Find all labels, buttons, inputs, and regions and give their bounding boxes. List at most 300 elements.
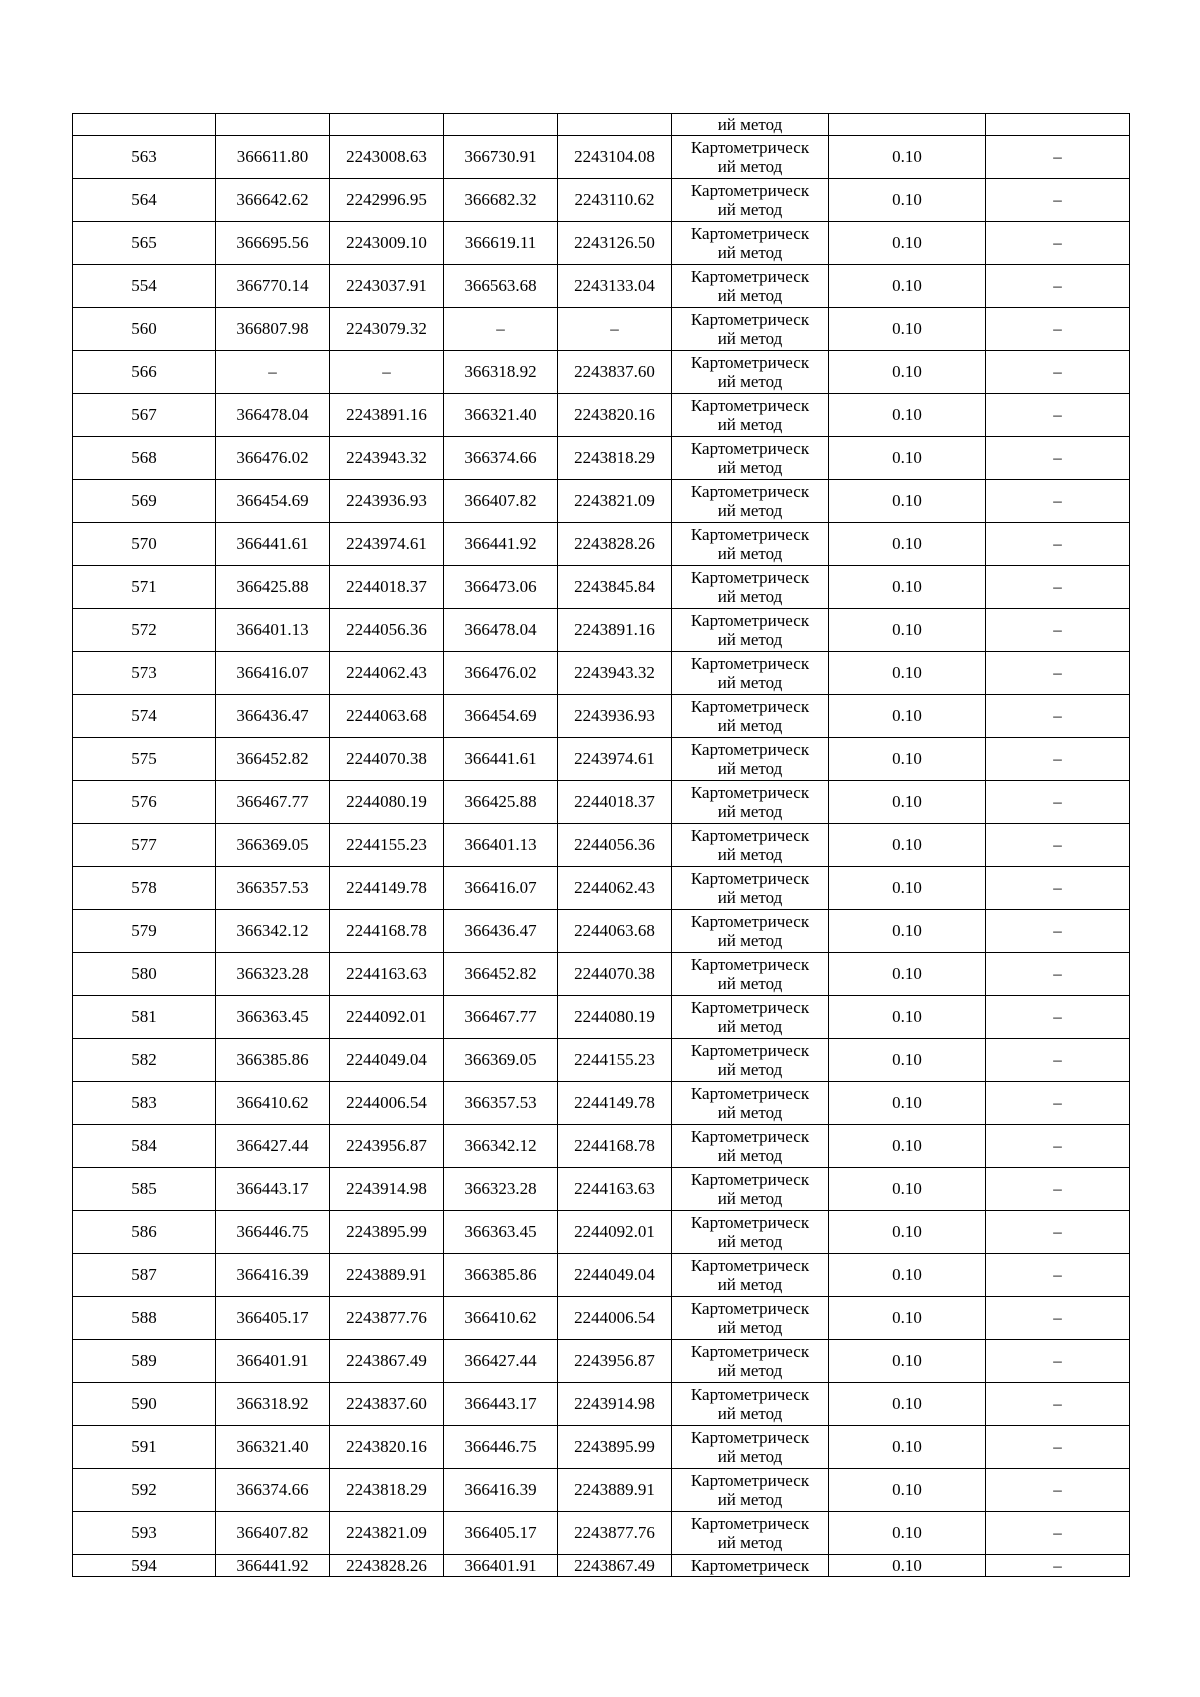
cell-y1: 2244080.19 bbox=[330, 781, 444, 824]
cell-accuracy: 0.10 bbox=[829, 996, 986, 1039]
cell-y2: 2244070.38 bbox=[558, 953, 672, 996]
cell-x2: 366363.45 bbox=[444, 1211, 558, 1254]
cell-x1: 366807.98 bbox=[216, 308, 330, 351]
method-text: Картометрическ bbox=[690, 482, 810, 501]
cell-y1: 2243009.10 bbox=[330, 222, 444, 265]
table-row bbox=[73, 308, 1130, 351]
cell-x1: 366454.69 bbox=[216, 480, 330, 523]
cell-y1: 2243818.29 bbox=[330, 1469, 444, 1512]
cell-method bbox=[672, 1254, 829, 1297]
cell-accuracy: 0.10 bbox=[829, 523, 986, 566]
cell-x1: 366611.80 bbox=[216, 136, 330, 179]
cell-x1: 366427.44 bbox=[216, 1125, 330, 1168]
method-text: Картометрическ bbox=[690, 525, 810, 544]
cell-note: – bbox=[986, 738, 1130, 781]
cell-number: 585 bbox=[73, 1168, 216, 1211]
cell-number: 579 bbox=[73, 910, 216, 953]
cell-x1: 366436.47 bbox=[216, 695, 330, 738]
cell-y2: 2243110.62 bbox=[558, 179, 672, 222]
cell-x1: 366318.92 bbox=[216, 1383, 330, 1426]
cell-method: Картометрическ bbox=[672, 1555, 829, 1577]
cell-method bbox=[672, 523, 829, 566]
cell-y1: 2243867.49 bbox=[330, 1340, 444, 1383]
cell-note: – bbox=[986, 480, 1130, 523]
cell-x2: 366416.07 bbox=[444, 867, 558, 910]
method-text: ий метод bbox=[717, 1361, 783, 1380]
cell-x1: 366321.40 bbox=[216, 1426, 330, 1469]
cell-number: 592 bbox=[73, 1469, 216, 1512]
cell-y1: 2244168.78 bbox=[330, 910, 444, 953]
cell-method bbox=[672, 1082, 829, 1125]
method-text: ий метод bbox=[717, 931, 783, 950]
table-row bbox=[73, 1383, 1130, 1426]
cell-method bbox=[672, 1512, 829, 1555]
cell-y1: 2243914.98 bbox=[330, 1168, 444, 1211]
method-text: ий метод bbox=[717, 458, 783, 477]
cell-y1: 2243008.63 bbox=[330, 136, 444, 179]
table-row bbox=[73, 910, 1130, 953]
method-text: ий метод bbox=[717, 243, 783, 262]
method-text: Картометрическ bbox=[690, 1428, 810, 1447]
table-row bbox=[73, 738, 1130, 781]
cell-number: 589 bbox=[73, 1340, 216, 1383]
method-text: Картометрическ bbox=[690, 912, 810, 931]
cell-number: 578 bbox=[73, 867, 216, 910]
cell-x2: 366476.02 bbox=[444, 652, 558, 695]
cell-y2: 2244049.04 bbox=[558, 1254, 672, 1297]
cell-method bbox=[672, 265, 829, 308]
table-row bbox=[73, 781, 1130, 824]
method-text: ий метод bbox=[717, 1189, 783, 1208]
cell-number: 584 bbox=[73, 1125, 216, 1168]
cell-x1: 366416.39 bbox=[216, 1254, 330, 1297]
cell-y2: 2243821.09 bbox=[558, 480, 672, 523]
cell-note: – bbox=[986, 1383, 1130, 1426]
table-row bbox=[73, 136, 1130, 179]
cell-note: – bbox=[986, 523, 1130, 566]
cell-y1: 2243936.93 bbox=[330, 480, 444, 523]
method-text: Картометрическ bbox=[690, 439, 810, 458]
cell-note: – bbox=[986, 996, 1130, 1039]
cell-x2: 366321.40 bbox=[444, 394, 558, 437]
cell-y2: 2244018.37 bbox=[558, 781, 672, 824]
cell-note: – bbox=[986, 781, 1130, 824]
cell-x2: 366619.11 bbox=[444, 222, 558, 265]
cell-number: 560 bbox=[73, 308, 216, 351]
cell-x2: 366410.62 bbox=[444, 1297, 558, 1340]
cell-number: 587 bbox=[73, 1254, 216, 1297]
cell-y2: 2243818.29 bbox=[558, 437, 672, 480]
cell-number: 588 bbox=[73, 1297, 216, 1340]
cell-note: – bbox=[986, 1426, 1130, 1469]
cell-note: – bbox=[986, 1297, 1130, 1340]
cell-x1: 366363.45 bbox=[216, 996, 330, 1039]
cell-note: – bbox=[986, 1211, 1130, 1254]
method-text: ий метод bbox=[717, 1490, 783, 1509]
cell-x1: 366407.82 bbox=[216, 1512, 330, 1555]
cell-number: 591 bbox=[73, 1426, 216, 1469]
table-row bbox=[73, 1211, 1130, 1254]
table-row bbox=[73, 867, 1130, 910]
cell-x1: 366467.77 bbox=[216, 781, 330, 824]
cell-note: – bbox=[986, 1039, 1130, 1082]
cell-y1: 2243943.32 bbox=[330, 437, 444, 480]
cell-x2: 366441.92 bbox=[444, 523, 558, 566]
cell-note: – bbox=[986, 222, 1130, 265]
cell-method bbox=[672, 1211, 829, 1254]
cell-x1: 366446.75 bbox=[216, 1211, 330, 1254]
cell-accuracy: 0.10 bbox=[829, 566, 986, 609]
cell-number: 582 bbox=[73, 1039, 216, 1082]
cell-note: – bbox=[986, 1125, 1130, 1168]
cell-note: – bbox=[986, 867, 1130, 910]
cell-note: – bbox=[986, 1555, 1130, 1577]
method-text: Картометрическ bbox=[690, 654, 810, 673]
cell-note: – bbox=[986, 824, 1130, 867]
table-row bbox=[73, 1469, 1130, 1512]
method-text: ий метод bbox=[717, 157, 783, 176]
cell-number: 580 bbox=[73, 953, 216, 996]
method-text: Картометрическ bbox=[690, 611, 810, 630]
cell-y2: 2244080.19 bbox=[558, 996, 672, 1039]
cell-method bbox=[672, 824, 829, 867]
cell-y2: 2243828.26 bbox=[558, 523, 672, 566]
cell-accuracy: 0.10 bbox=[829, 136, 986, 179]
cell-method bbox=[672, 1426, 829, 1469]
method-text: Картометрическ bbox=[690, 310, 810, 329]
cell-x1: 366369.05 bbox=[216, 824, 330, 867]
cell-y1: 2244092.01 bbox=[330, 996, 444, 1039]
cell-x2: 366369.05 bbox=[444, 1039, 558, 1082]
cell-x1: 366443.17 bbox=[216, 1168, 330, 1211]
table-row bbox=[73, 953, 1130, 996]
cell-y2: 2243974.61 bbox=[558, 738, 672, 781]
cell-number: 563 bbox=[73, 136, 216, 179]
method-text: Картометрическ bbox=[690, 1213, 810, 1232]
cell-x1: 366401.13 bbox=[216, 609, 330, 652]
cell-y2: 2244149.78 bbox=[558, 1082, 672, 1125]
cell-number: 566 bbox=[73, 351, 216, 394]
cell-accuracy: 0.10 bbox=[829, 1340, 986, 1383]
cell-method bbox=[672, 1168, 829, 1211]
cell-method bbox=[672, 1383, 829, 1426]
method-text: ий метод bbox=[717, 888, 783, 907]
cell-y1: 2243974.61 bbox=[330, 523, 444, 566]
cell-x1: 366476.02 bbox=[216, 437, 330, 480]
method-text: Картометрическ bbox=[690, 1041, 810, 1060]
cell-accuracy: 0.10 bbox=[829, 1426, 986, 1469]
cell-y1: 2244062.43 bbox=[330, 652, 444, 695]
table-row bbox=[73, 222, 1130, 265]
cell-x1: 366385.86 bbox=[216, 1039, 330, 1082]
method-text: ий метод bbox=[717, 544, 783, 563]
cell-accuracy: 0.10 bbox=[829, 394, 986, 437]
cell-accuracy: 0.10 bbox=[829, 1039, 986, 1082]
method-text: Картометрическ bbox=[690, 998, 810, 1017]
method-text: ий метод bbox=[717, 372, 783, 391]
cell-number: 569 bbox=[73, 480, 216, 523]
cell-y1: 2243891.16 bbox=[330, 394, 444, 437]
cell-y1 bbox=[330, 114, 444, 136]
table-row bbox=[73, 1426, 1130, 1469]
cell-note: – bbox=[986, 1254, 1130, 1297]
cell-method bbox=[672, 179, 829, 222]
cell-x2: 366357.53 bbox=[444, 1082, 558, 1125]
cell-x1: 366441.92 bbox=[216, 1555, 330, 1577]
table-row bbox=[73, 1297, 1130, 1340]
cell-y1: 2243820.16 bbox=[330, 1426, 444, 1469]
cell-note bbox=[986, 114, 1130, 136]
method-text: ий метод bbox=[717, 1533, 783, 1552]
cell-y2: 2243936.93 bbox=[558, 695, 672, 738]
cell-y1: 2243079.32 bbox=[330, 308, 444, 351]
cell-number: 573 bbox=[73, 652, 216, 695]
method-text: Картометрическ bbox=[690, 1084, 810, 1103]
cell-x2: 366405.17 bbox=[444, 1512, 558, 1555]
cell-x2: 366441.61 bbox=[444, 738, 558, 781]
cell-method bbox=[672, 738, 829, 781]
cell-note: – bbox=[986, 695, 1130, 738]
cell-note: – bbox=[986, 1340, 1130, 1383]
cell-x2: 366478.04 bbox=[444, 609, 558, 652]
method-text: Картометрическ bbox=[690, 1471, 810, 1490]
cell-y2: 2243104.08 bbox=[558, 136, 672, 179]
cell-y1: 2243837.60 bbox=[330, 1383, 444, 1426]
method-text: ий метод bbox=[717, 716, 783, 735]
cell-x1: 366342.12 bbox=[216, 910, 330, 953]
cell-x2: – bbox=[444, 308, 558, 351]
cell-x1: 366478.04 bbox=[216, 394, 330, 437]
cell-accuracy: 0.10 bbox=[829, 1469, 986, 1512]
cell-y2 bbox=[558, 114, 672, 136]
method-text: ий метод bbox=[717, 1017, 783, 1036]
cell-x2: 366427.44 bbox=[444, 1340, 558, 1383]
method-text: Картометрическ bbox=[690, 783, 810, 802]
cell-x2: 366730.91 bbox=[444, 136, 558, 179]
cell-accuracy: 0.10 bbox=[829, 1555, 986, 1577]
cell-y2: 2244155.23 bbox=[558, 1039, 672, 1082]
table-row bbox=[73, 996, 1130, 1039]
cell-y2: 2244163.63 bbox=[558, 1168, 672, 1211]
cell-accuracy: 0.10 bbox=[829, 351, 986, 394]
cell-number: 572 bbox=[73, 609, 216, 652]
method-text: ий метод bbox=[717, 501, 783, 520]
cell-y2: 2243914.98 bbox=[558, 1383, 672, 1426]
cell-y2: 2244062.43 bbox=[558, 867, 672, 910]
cell-method bbox=[672, 1469, 829, 1512]
table-row bbox=[73, 1039, 1130, 1082]
method-text: Картометрическ bbox=[690, 138, 810, 157]
cell-x2: 366473.06 bbox=[444, 566, 558, 609]
cell-accuracy: 0.10 bbox=[829, 1125, 986, 1168]
method-text: ий метод bbox=[717, 673, 783, 692]
cell-method bbox=[672, 695, 829, 738]
cell-method bbox=[672, 566, 829, 609]
cell-y2: 2244168.78 bbox=[558, 1125, 672, 1168]
cell-x1: 366401.91 bbox=[216, 1340, 330, 1383]
cell-y2: 2243845.84 bbox=[558, 566, 672, 609]
cell-x2: 366323.28 bbox=[444, 1168, 558, 1211]
cell-method bbox=[672, 1039, 829, 1082]
cell-y1: 2244070.38 bbox=[330, 738, 444, 781]
cell-x2: 366563.68 bbox=[444, 265, 558, 308]
cell-note: – bbox=[986, 351, 1130, 394]
cell-accuracy: 0.10 bbox=[829, 265, 986, 308]
method-text: Картометрическ bbox=[690, 267, 810, 286]
cell-x2: 366385.86 bbox=[444, 1254, 558, 1297]
cell-note: – bbox=[986, 566, 1130, 609]
method-text: Картометрическ bbox=[690, 224, 810, 243]
cell-number: 594 bbox=[73, 1555, 216, 1577]
table-row bbox=[73, 523, 1130, 566]
cell-y1: 2242996.95 bbox=[330, 179, 444, 222]
cell-y2: 2243820.16 bbox=[558, 394, 672, 437]
cell-note: – bbox=[986, 394, 1130, 437]
cell-number: 590 bbox=[73, 1383, 216, 1426]
table-row bbox=[73, 1254, 1130, 1297]
method-text: Картометрическ bbox=[690, 1256, 810, 1275]
cell-number: 567 bbox=[73, 394, 216, 437]
method-text: Картометрическ bbox=[690, 826, 810, 845]
cell-number: 565 bbox=[73, 222, 216, 265]
cell-y2: 2244092.01 bbox=[558, 1211, 672, 1254]
cell-method bbox=[672, 1125, 829, 1168]
cell-y1: 2243895.99 bbox=[330, 1211, 444, 1254]
method-text: ий метод bbox=[717, 1404, 783, 1423]
cell-note: – bbox=[986, 1082, 1130, 1125]
cell-note: – bbox=[986, 609, 1130, 652]
cell-note: – bbox=[986, 136, 1130, 179]
cell-note: – bbox=[986, 953, 1130, 996]
cell-number: 593 bbox=[73, 1512, 216, 1555]
cell-x2: 366416.39 bbox=[444, 1469, 558, 1512]
cell-x2: 366443.17 bbox=[444, 1383, 558, 1426]
cell-accuracy: 0.10 bbox=[829, 1383, 986, 1426]
cell-y1: 2244063.68 bbox=[330, 695, 444, 738]
cell-x1: 366642.62 bbox=[216, 179, 330, 222]
cell-x1: 366374.66 bbox=[216, 1469, 330, 1512]
table-row bbox=[73, 652, 1130, 695]
cell-x1: 366425.88 bbox=[216, 566, 330, 609]
cell-x1: 366441.61 bbox=[216, 523, 330, 566]
cell-method: ий метод bbox=[672, 114, 829, 136]
table-row bbox=[73, 695, 1130, 738]
cell-y2: 2243889.91 bbox=[558, 1469, 672, 1512]
cell-y1: 2243889.91 bbox=[330, 1254, 444, 1297]
cell-note: – bbox=[986, 910, 1130, 953]
cell-y1: 2244155.23 bbox=[330, 824, 444, 867]
cell-accuracy: 0.10 bbox=[829, 1082, 986, 1125]
cell-y2: 2243891.16 bbox=[558, 609, 672, 652]
cell-x1: 366357.53 bbox=[216, 867, 330, 910]
cell-accuracy: 0.10 bbox=[829, 480, 986, 523]
method-text: Картометрическ bbox=[690, 1170, 810, 1189]
cell-accuracy: 0.10 bbox=[829, 953, 986, 996]
method-text: ий метод bbox=[717, 329, 783, 348]
method-text: ий метод bbox=[717, 845, 783, 864]
cell-y1: 2243037.91 bbox=[330, 265, 444, 308]
cell-accuracy: 0.10 bbox=[829, 738, 986, 781]
cell-note: – bbox=[986, 179, 1130, 222]
cell-method bbox=[672, 953, 829, 996]
cell-number bbox=[73, 114, 216, 136]
cell-method bbox=[672, 910, 829, 953]
cell-y2: 2243867.49 bbox=[558, 1555, 672, 1577]
cell-number: 575 bbox=[73, 738, 216, 781]
method-text: ий метод bbox=[717, 1275, 783, 1294]
cell-accuracy: 0.10 bbox=[829, 781, 986, 824]
cell-x2: 366425.88 bbox=[444, 781, 558, 824]
method-text: Картометрическ bbox=[690, 1342, 810, 1361]
cell-method bbox=[672, 1340, 829, 1383]
table-row bbox=[73, 609, 1130, 652]
method-text: Картометрическ bbox=[690, 396, 810, 415]
cell-note: – bbox=[986, 265, 1130, 308]
method-text: ий метод bbox=[717, 286, 783, 305]
cell-accuracy: 0.10 bbox=[829, 222, 986, 265]
cell-number: 571 bbox=[73, 566, 216, 609]
method-text: ий метод bbox=[717, 587, 783, 606]
method-text: ий метод bbox=[717, 802, 783, 821]
method-text: ий метод bbox=[717, 415, 783, 434]
table-row bbox=[73, 1168, 1130, 1211]
cell-method bbox=[672, 351, 829, 394]
cell-x2: 366401.13 bbox=[444, 824, 558, 867]
table-row-last bbox=[73, 1555, 1130, 1577]
cell-y1: 2244056.36 bbox=[330, 609, 444, 652]
cell-y1: 2243956.87 bbox=[330, 1125, 444, 1168]
method-text: ий метод bbox=[717, 1060, 783, 1079]
cell-x1: 366323.28 bbox=[216, 953, 330, 996]
cell-method bbox=[672, 136, 829, 179]
cell-x2: 366407.82 bbox=[444, 480, 558, 523]
cell-number: 581 bbox=[73, 996, 216, 1039]
cell-method bbox=[672, 867, 829, 910]
cell-x1: 366452.82 bbox=[216, 738, 330, 781]
coordinates-table bbox=[72, 113, 1130, 1577]
table-row bbox=[73, 480, 1130, 523]
cell-x2: 366342.12 bbox=[444, 1125, 558, 1168]
method-text: Картометрическ bbox=[690, 740, 810, 759]
cell-number: 574 bbox=[73, 695, 216, 738]
table-row bbox=[73, 824, 1130, 867]
cell-x1: 366405.17 bbox=[216, 1297, 330, 1340]
method-text: Картометрическ bbox=[690, 181, 810, 200]
table-row bbox=[73, 437, 1130, 480]
cell-y2: 2243956.87 bbox=[558, 1340, 672, 1383]
cell-x2: 366452.82 bbox=[444, 953, 558, 996]
cell-method bbox=[672, 781, 829, 824]
table-row bbox=[73, 1082, 1130, 1125]
cell-number: 586 bbox=[73, 1211, 216, 1254]
cell-method bbox=[672, 652, 829, 695]
cell-x1: 366770.14 bbox=[216, 265, 330, 308]
cell-x1: 366416.07 bbox=[216, 652, 330, 695]
cell-note: – bbox=[986, 1168, 1130, 1211]
cell-number: 568 bbox=[73, 437, 216, 480]
cell-method bbox=[672, 394, 829, 437]
cell-y1: 2244149.78 bbox=[330, 867, 444, 910]
cell-method bbox=[672, 996, 829, 1039]
method-text: ий метод bbox=[717, 974, 783, 993]
cell-accuracy: 0.10 bbox=[829, 910, 986, 953]
method-text: Картометрическ bbox=[690, 869, 810, 888]
cell-x1 bbox=[216, 114, 330, 136]
cell-x2: 366467.77 bbox=[444, 996, 558, 1039]
table-row bbox=[73, 1125, 1130, 1168]
cell-accuracy: 0.10 bbox=[829, 179, 986, 222]
cell-number: 564 bbox=[73, 179, 216, 222]
